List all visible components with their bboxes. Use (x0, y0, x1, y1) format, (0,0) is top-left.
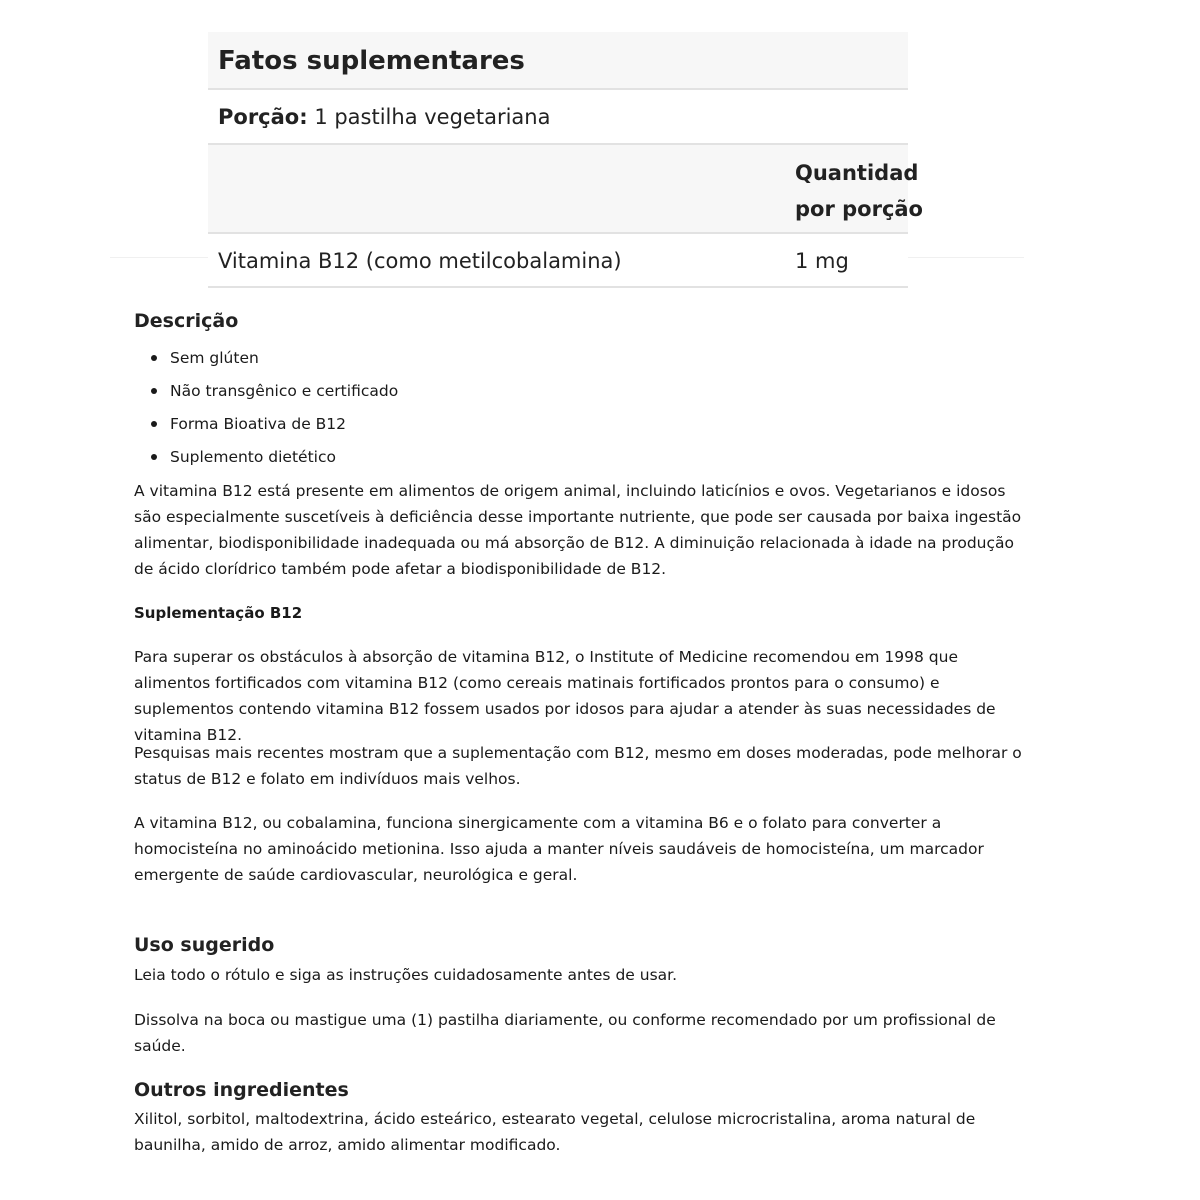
list-item (134, 444, 398, 477)
nutrient-amount: 1 mg (795, 249, 849, 273)
amount-header-line2: por porção (795, 197, 923, 221)
list-item-text: Forma Bioativa de B12 (170, 415, 347, 433)
list-item-text: Suplemento dietético (170, 448, 336, 466)
feature-list (134, 345, 398, 477)
divider (110, 257, 208, 258)
description-paragraph: A vitamina B12, ou cobalamina, funciona sinergicamente com a vitamina B6 e o folato para converter a homocisteína no aminoácido metionina. Isso ajuda a manter níveis saudáveis de homocisteína, um marcador emergente de saúde cardiovascular, neurológica e geral. (134, 814, 984, 884)
amount-per-serving-header (795, 155, 923, 227)
description-intro: A vitamina B12 está presente em alimentos de origem animal, incluindo laticínios e ovos. Vegetarianos e idosos são especialmente suscetíveis à deficiência desse importante nutriente, que pode ser causada por baixa ingestão alimentar, biodisponibilidade inadequada ou má absorção de B12. A diminuição relacionada à idade na produção de ácido clorídrico também pode afetar a biodisponibilidade de B12. (134, 482, 1022, 578)
nutrient-name: Vitamina B12 (como metilcobalamina) (218, 249, 622, 273)
usage-paragraph: Leia todo o rótulo e siga as instruções cuidadosamente antes de usar. (134, 966, 678, 984)
usage-paragraph: Dissolva na boca ou mastigue uma (1) pastilha diariamente, ou conforme recomendado por um profissional de saúde. (134, 1011, 996, 1055)
supplementation-subheading: Suplementação B12 (134, 604, 303, 622)
other-ingredients-text: Xilitol, sorbitol, maltodextrina, ácido esteárico, estearato vegetal, celulose microcristalina, aroma natural de baunilha, amido de arroz, amido alimentar modificado. (134, 1110, 976, 1154)
bullet-icon (151, 355, 157, 361)
divider (908, 257, 1024, 258)
description-paragraph: Pesquisas mais recentes mostram que a suplementação com B12, mesmo em doses moderadas, pode melhorar o status de B12 e folato em indivíduos mais velhos. (134, 744, 1022, 788)
list-item (134, 345, 398, 378)
other-ingredients-heading: Outros ingredientes (134, 1079, 349, 1101)
list-item (134, 378, 398, 411)
facts-header-row (208, 145, 923, 234)
serving-size (208, 90, 908, 145)
usage-heading: Uso sugerido (134, 934, 275, 956)
supplement-facts-table (208, 32, 923, 288)
facts-title: Fatos suplementares (208, 32, 908, 90)
serving-value: 1 pastilha vegetariana (314, 105, 551, 129)
bullet-icon (151, 421, 157, 427)
list-item-text: Sem glúten (170, 349, 259, 367)
bullet-icon (151, 388, 157, 394)
serving-label: Porção: (218, 105, 308, 129)
list-item (134, 411, 398, 444)
facts-row (208, 234, 908, 288)
description-heading: Descrição (134, 310, 239, 332)
description-paragraph: Para superar os obstáculos à absorção de vitamina B12, o Institute of Medicine recomendou em 1998 que alimentos fortificados com vitamina B12 (como cereais matinais fortificados prontos para o consumo) e suplementos contendo vitamina B12 fossem usados por idosos para ajudar a atender às suas necessidades de vitamina B12. (134, 648, 996, 744)
bullet-icon (151, 454, 157, 460)
list-item-text: Não transgênico e certificado (170, 382, 399, 400)
amount-header-line1: Quantidad (795, 161, 919, 185)
